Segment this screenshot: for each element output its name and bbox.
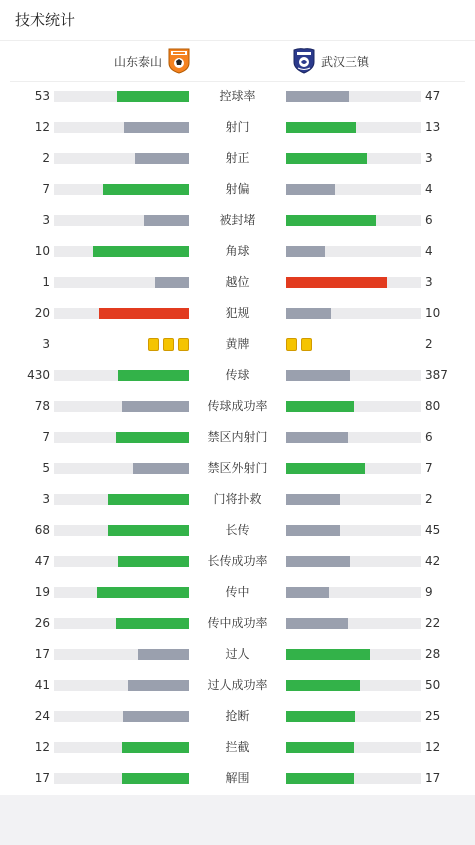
home-team[interactable] — [114, 41, 190, 81]
away-bar-fill — [286, 587, 329, 598]
stat-row — [0, 701, 475, 732]
home-bar-track — [54, 401, 189, 412]
away-value: 6 — [425, 430, 433, 444]
stat-label: 射门 — [225, 120, 250, 134]
away-value: 80 — [425, 399, 441, 413]
stat-label: 传球成功率 — [207, 399, 268, 413]
away-value: 4 — [425, 244, 433, 258]
away-value: 25 — [425, 709, 441, 723]
home-bar-track — [54, 556, 189, 567]
away-bar-track — [286, 711, 421, 722]
home-value: 78 — [34, 399, 50, 413]
home-value: 1 — [42, 275, 50, 289]
home-value: 53 — [34, 89, 50, 103]
away-value: 45 — [425, 523, 441, 537]
stat-row — [0, 174, 475, 205]
away-value: 387 — [425, 368, 448, 382]
stat-label: 拦截 — [225, 740, 250, 754]
away-value: 2 — [425, 492, 433, 506]
home-bar-track — [54, 463, 189, 474]
home-value: 19 — [34, 585, 50, 599]
home-bar-track — [54, 773, 189, 784]
section-title: 技术统计 — [15, 11, 76, 29]
home-value: 7 — [42, 182, 50, 196]
away-bar-track — [286, 215, 421, 226]
away-bar-fill — [286, 91, 349, 102]
away-bar-track — [286, 649, 421, 660]
away-value: 28 — [425, 647, 441, 661]
home-bar-fill — [122, 401, 189, 412]
home-bar-track — [54, 277, 189, 288]
stat-label: 被封堵 — [219, 213, 256, 227]
away-bar-fill — [286, 773, 354, 784]
home-value: 12 — [34, 740, 50, 754]
home-bar-fill — [117, 91, 189, 102]
home-value: 3 — [42, 492, 50, 506]
away-bar-track — [286, 308, 421, 319]
home-bar-track — [54, 91, 189, 102]
stat-label: 越位 — [225, 275, 250, 289]
home-value: 3 — [42, 337, 50, 351]
away-bar-fill — [286, 246, 325, 257]
away-bar-fill — [286, 308, 331, 319]
home-value: 26 — [34, 616, 50, 630]
away-bar-fill — [286, 618, 348, 629]
stat-label: 射正 — [225, 151, 250, 165]
home-bar-track — [54, 122, 189, 133]
home-value: 17 — [34, 771, 50, 785]
home-bar-track — [54, 494, 189, 505]
home-bar-fill — [124, 122, 189, 133]
home-value: 41 — [34, 678, 50, 692]
home-bar-track — [54, 711, 189, 722]
stat-label: 禁区内射门 — [207, 430, 268, 444]
stat-row — [0, 670, 475, 701]
stat-row — [0, 236, 475, 267]
home-bar-fill — [128, 680, 189, 691]
home-bar-fill — [122, 773, 190, 784]
away-bar-track — [286, 401, 421, 412]
home-bar-track — [54, 680, 189, 691]
away-bar-fill — [286, 432, 348, 443]
away-bar-fill — [286, 215, 376, 226]
away-value: 9 — [425, 585, 433, 599]
stat-label: 控球率 — [219, 89, 256, 103]
stat-row — [0, 608, 475, 639]
stats-list — [0, 81, 475, 794]
stat-label: 解围 — [225, 771, 250, 785]
away-value: 10 — [425, 306, 441, 320]
away-bar-track — [286, 370, 421, 381]
stat-row — [0, 329, 475, 360]
away-yellow-cards — [286, 338, 312, 351]
stat-label: 传中成功率 — [207, 616, 268, 630]
away-bar-track — [286, 277, 421, 288]
stat-row — [0, 143, 475, 174]
away-bar-fill — [286, 401, 354, 412]
away-bar-track — [286, 463, 421, 474]
stat-label: 角球 — [225, 244, 250, 258]
away-bar-fill — [286, 277, 387, 288]
away-value: 4 — [425, 182, 433, 196]
stat-label: 黄牌 — [225, 337, 250, 351]
away-bar-fill — [286, 184, 335, 195]
away-bar-track — [286, 184, 421, 195]
away-value: 3 — [425, 275, 433, 289]
stat-label: 长传成功率 — [207, 554, 268, 568]
away-value: 7 — [425, 461, 433, 475]
home-yellow-cards — [148, 338, 189, 351]
home-bar-track — [54, 153, 189, 164]
away-bar-track — [286, 432, 421, 443]
stat-row — [0, 484, 475, 515]
away-bar-track — [286, 122, 421, 133]
stat-label: 长传 — [225, 523, 250, 537]
home-value: 430 — [27, 368, 50, 382]
away-bar-track — [286, 556, 421, 567]
home-bar-track — [54, 184, 189, 195]
stat-row — [0, 577, 475, 608]
yellow-card-icon — [178, 338, 189, 351]
away-value: 17 — [425, 771, 441, 785]
home-value: 20 — [34, 306, 50, 320]
home-bar-track — [54, 215, 189, 226]
away-value: 50 — [425, 678, 441, 692]
away-bar-track — [286, 773, 421, 784]
away-value: 6 — [425, 213, 433, 227]
home-value: 3 — [42, 213, 50, 227]
home-bar-fill — [93, 246, 189, 257]
home-bar-fill — [108, 525, 189, 536]
home-bar-fill — [155, 277, 189, 288]
stat-row — [0, 763, 475, 794]
home-bar-track — [54, 742, 189, 753]
away-bar-track — [286, 587, 421, 598]
away-team[interactable] — [293, 41, 369, 81]
away-bar-fill — [286, 153, 367, 164]
stat-row — [0, 205, 475, 236]
stat-row — [0, 112, 475, 143]
away-bar-track — [286, 246, 421, 257]
home-bar-fill — [99, 308, 189, 319]
stat-row — [0, 453, 475, 484]
stat-label: 传球 — [225, 368, 250, 382]
stat-row — [0, 546, 475, 577]
home-team-name: 山东泰山 — [113, 54, 162, 69]
yellow-card-icon — [148, 338, 159, 351]
home-bar-track — [54, 432, 189, 443]
away-value: 12 — [425, 740, 441, 754]
stat-row — [0, 81, 475, 112]
wuhan-three-towns-crest-icon — [293, 48, 315, 74]
stat-label: 射偏 — [225, 182, 250, 196]
away-bar-fill — [286, 370, 350, 381]
away-bar-fill — [286, 711, 355, 722]
home-bar-fill — [118, 370, 189, 381]
stat-label: 过人成功率 — [207, 678, 268, 692]
away-bar-fill — [286, 742, 354, 753]
away-value: 13 — [425, 120, 441, 134]
home-bar-fill — [135, 153, 189, 164]
away-value: 3 — [425, 151, 433, 165]
stat-row — [0, 732, 475, 763]
away-bar-fill — [286, 494, 340, 505]
away-bar-track — [286, 680, 421, 691]
home-bar-track — [54, 618, 189, 629]
home-value: 47 — [34, 554, 50, 568]
home-bar-track — [54, 649, 189, 660]
home-bar-fill — [108, 494, 189, 505]
home-bar-fill — [116, 618, 189, 629]
home-bar-fill — [133, 463, 189, 474]
away-bar-track — [286, 742, 421, 753]
home-bar-track — [54, 587, 189, 598]
stat-row — [0, 298, 475, 329]
home-bar-fill — [103, 184, 189, 195]
home-value: 2 — [42, 151, 50, 165]
home-bar-fill — [97, 587, 189, 598]
yellow-card-icon — [301, 338, 312, 351]
home-value: 24 — [34, 709, 50, 723]
home-bar-fill — [138, 649, 189, 660]
home-value: 7 — [42, 430, 50, 444]
home-value: 12 — [34, 120, 50, 134]
home-bar-fill — [122, 742, 190, 753]
away-value: 22 — [425, 616, 441, 630]
away-bar-track — [286, 153, 421, 164]
away-bar-track — [286, 91, 421, 102]
stat-label: 传中 — [225, 585, 250, 599]
stat-label: 门将扑救 — [213, 492, 262, 506]
home-value: 17 — [34, 647, 50, 661]
yellow-card-icon — [286, 338, 297, 351]
away-value: 47 — [425, 89, 441, 103]
home-value: 10 — [34, 244, 50, 258]
away-bar-fill — [286, 122, 356, 133]
away-value: 42 — [425, 554, 441, 568]
stat-row — [0, 267, 475, 298]
away-bar-fill — [286, 649, 370, 660]
stat-row — [0, 360, 475, 391]
home-value: 68 — [34, 523, 50, 537]
away-bar-track — [286, 525, 421, 536]
home-bar-fill — [123, 711, 189, 722]
stat-label: 禁区外射门 — [207, 461, 268, 475]
stat-label: 抢断 — [225, 709, 250, 723]
away-team-name: 武汉三镇 — [321, 54, 370, 69]
stat-label: 过人 — [225, 647, 250, 661]
home-bar-fill — [118, 556, 189, 567]
away-bar-fill — [286, 556, 350, 567]
stat-label: 犯规 — [225, 306, 250, 320]
stat-row — [0, 391, 475, 422]
away-bar-fill — [286, 525, 340, 536]
home-bar-track — [54, 525, 189, 536]
home-bar-fill — [144, 215, 189, 226]
home-bar-track — [54, 370, 189, 381]
home-bar-track — [54, 246, 189, 257]
home-bar-track — [54, 308, 189, 319]
stat-row — [0, 515, 475, 546]
home-bar-fill — [116, 432, 189, 443]
away-bar-track — [286, 618, 421, 629]
stat-row — [0, 422, 475, 453]
home-value: 5 — [42, 461, 50, 475]
away-value: 2 — [425, 337, 433, 351]
away-bar-fill — [286, 680, 360, 691]
teams-header — [0, 41, 475, 81]
shandong-taishan-crest-icon — [168, 48, 190, 74]
yellow-card-icon — [163, 338, 174, 351]
stat-row — [0, 639, 475, 670]
away-bar-fill — [286, 463, 365, 474]
away-bar-track — [286, 494, 421, 505]
